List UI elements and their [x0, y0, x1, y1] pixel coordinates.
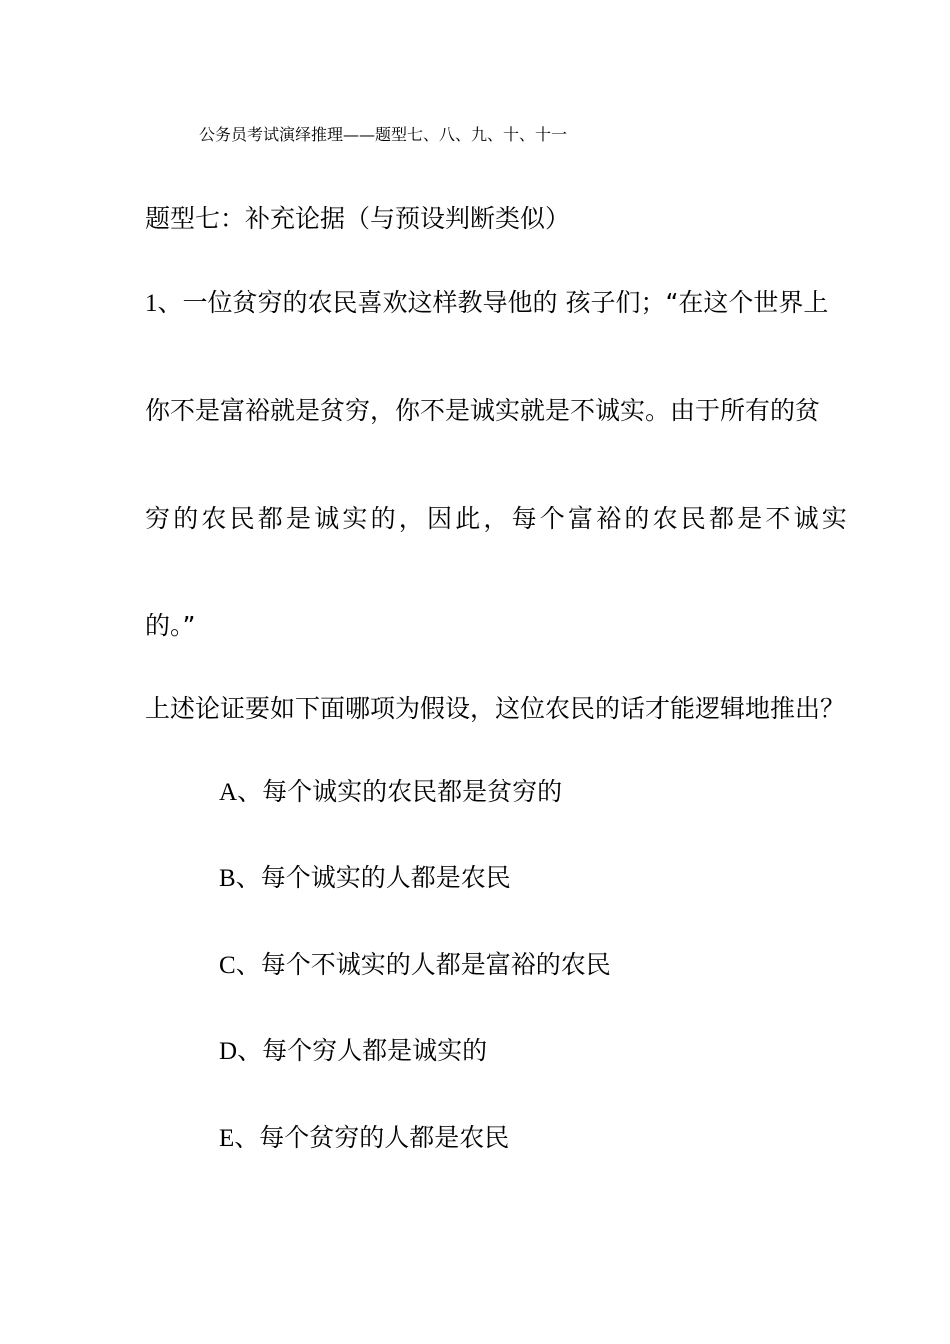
- option-b-text: 、每个诚实的人都是农民: [235, 863, 511, 892]
- option-b-letter: B: [219, 865, 236, 892]
- option-e: [219, 1121, 509, 1156]
- option-e-text: 、每个贫穷的人都是农民: [234, 1123, 510, 1152]
- question-line-1: [145, 286, 828, 321]
- section-title: 题型七：补充论据（与预设判断类似）: [145, 204, 571, 233]
- question-prompt: 上述论证要如下面哪项为假设，这位农民的话才能逻辑地推出？: [145, 694, 846, 723]
- option-c: [219, 948, 611, 983]
- option-d-text: 、每个穷人都是诚实的: [237, 1036, 488, 1065]
- question-line-4: 的。”: [145, 611, 196, 640]
- option-b: [219, 861, 511, 896]
- question-number: 1: [145, 290, 158, 317]
- option-c-text: 、每个不诚实的人都是富裕的农民: [235, 950, 611, 979]
- question-text-1: 、一位贫穷的农民喜欢这样教导他的 孩子们；“在这个世界上: [157, 288, 829, 317]
- option-d-letter: D: [219, 1038, 238, 1065]
- question-line-2: 你不是富裕就是贫穷，你不是诚实就是不诚实。由于所有的贫: [145, 396, 821, 425]
- option-a: [219, 775, 562, 810]
- page-header: 公务员考试演绎推理——题型七、八、九、十、十一: [199, 125, 568, 144]
- question-line-3: 穷的农民都是诚实的，因此，每个富裕的农民都是不诚实: [145, 504, 851, 533]
- option-a-letter: A: [219, 779, 238, 806]
- option-c-letter: C: [219, 952, 236, 979]
- option-e-letter: E: [219, 1125, 235, 1152]
- option-a-text: 、每个诚实的农民都是贫穷的: [237, 777, 563, 806]
- option-d: [219, 1034, 487, 1069]
